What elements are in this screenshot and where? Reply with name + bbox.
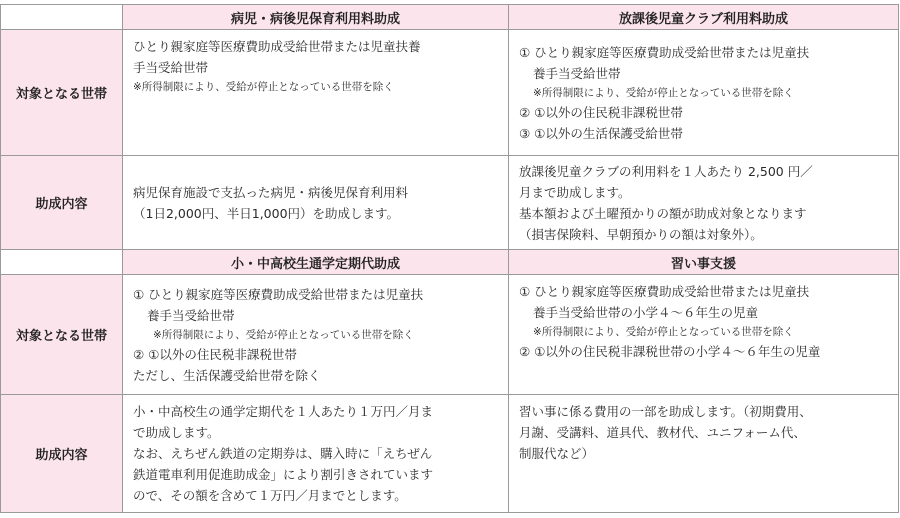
row-label-content: 助成内容 [1, 156, 123, 250]
commuter-content-line: 鉄道電車利用促進助成金」により割引きされています [133, 467, 434, 482]
afterschool-content-line: （損害保険料、早朝預かりの額は対象外）。 [519, 226, 763, 242]
header-corner-2 [1, 250, 123, 275]
afterschool-target-item: ② ①以外の住民税非課税世帯 [519, 104, 683, 120]
lessons-target-item: ② ①以外の住民税非課税世帯の小学４～６年生の児童 [519, 344, 821, 359]
row-label-target: 対象となる世帯 [1, 30, 123, 156]
header-afterschool: 放課後児童クラブ利用料助成 [509, 5, 899, 30]
commuter-content-line: で助成します。 [133, 425, 220, 440]
afterschool-target-item: ① ひとり親家庭等医療費助成受給世帯または児童扶 [519, 44, 810, 60]
sick-child-target-cell [123, 30, 509, 156]
row-label-content: 助成内容 [1, 395, 123, 513]
header-corner-1 [1, 5, 123, 30]
header-row-1 [1, 5, 899, 30]
sick-child-target-note: ※所得制限により、受給が停止となっている世帯を除く [133, 81, 394, 93]
afterschool-target-note: ※所得制限により、受給が停止となっている世帯を除く [533, 86, 794, 99]
lessons-content-line: 制服代など） [519, 446, 595, 461]
commuter-target-item: 養手当受給世帯 [147, 307, 235, 323]
commuter-target-item: ただし、生活保護受給世帯を除く [133, 367, 321, 383]
sick-child-target-line: 手当受給世帯 [133, 60, 209, 75]
header-lessons: 習い事支援 [509, 250, 899, 275]
commuter-target-note: ※所得制限により、受給が停止となっている世帯を除く [153, 328, 414, 341]
target-row-1 [1, 30, 899, 156]
target-row-2 [1, 275, 899, 395]
content-row-2 [1, 395, 899, 513]
commuter-target-item: ① ひとり親家庭等医療費助成受給世帯または児童扶 [133, 286, 424, 302]
sick-child-content-cell [123, 156, 509, 250]
afterschool-target-item: ③ ①以外の生活保護受給世帯 [519, 125, 683, 141]
sick-child-content-line: 病児保育施設で支払った病児・病後児保育利用料 [133, 184, 409, 200]
afterschool-content-line: 基本額および土曜預かりの額が助成対象となります [519, 205, 807, 221]
lessons-target-item: ① ひとり親家庭等医療費助成受給世帯または児童扶 [519, 284, 810, 299]
commuter-target-item: ② ①以外の住民税非課税世帯 [133, 346, 297, 362]
lessons-target-cell [509, 275, 899, 395]
commuter-content-cell [123, 395, 509, 513]
row-label-target: 対象となる世帯 [1, 275, 123, 395]
header-row-2 [1, 250, 899, 275]
content-row-1 [1, 156, 899, 250]
header-sick-child: 病児・病後児保育利用料助成 [123, 5, 509, 30]
commuter-content-line: ので、その額を含めて１万円／月までとします。 [133, 488, 407, 503]
lessons-content-line: 月謝、受講料、道具代、教材代、ユニフォーム代、 [519, 425, 806, 440]
lessons-target-item: 養手当受給世帯の小学４～６年生の児童 [533, 305, 759, 320]
sick-child-target-line: ひとり親家庭等医療費助成受給世帯または児童扶養 [133, 39, 421, 54]
subsidy-grid [0, 4, 899, 513]
afterschool-content-cell [509, 156, 899, 250]
afterschool-content-line: 放課後児童クラブの利用料を１人あたり 2,500 円／ [519, 163, 813, 179]
lessons-content-line: 習い事に係る費用の一部を助成します。（初期費用、 [519, 404, 812, 419]
afterschool-content-line: 月まで助成します。 [519, 184, 631, 200]
afterschool-target-cell [509, 30, 899, 156]
commuter-content-line: 小・中高校生の通学定期代を１人あたり１万円／月ま [133, 404, 434, 419]
afterschool-target-item: 養手当受給世帯 [533, 65, 621, 81]
commuter-content-line: なお、えちぜん鉄道の定期券は、購入時に「えちぜん [133, 446, 433, 461]
header-commuter: 小・中高校生通学定期代助成 [123, 250, 509, 275]
commuter-target-cell [123, 275, 509, 395]
lessons-content-cell [509, 395, 899, 513]
lessons-target-note: ※所得制限により、受給が停止となっている世帯を除く [533, 326, 794, 338]
sick-child-content-line: （1日2,000円、半日1,000円）を助成します。 [133, 205, 400, 221]
